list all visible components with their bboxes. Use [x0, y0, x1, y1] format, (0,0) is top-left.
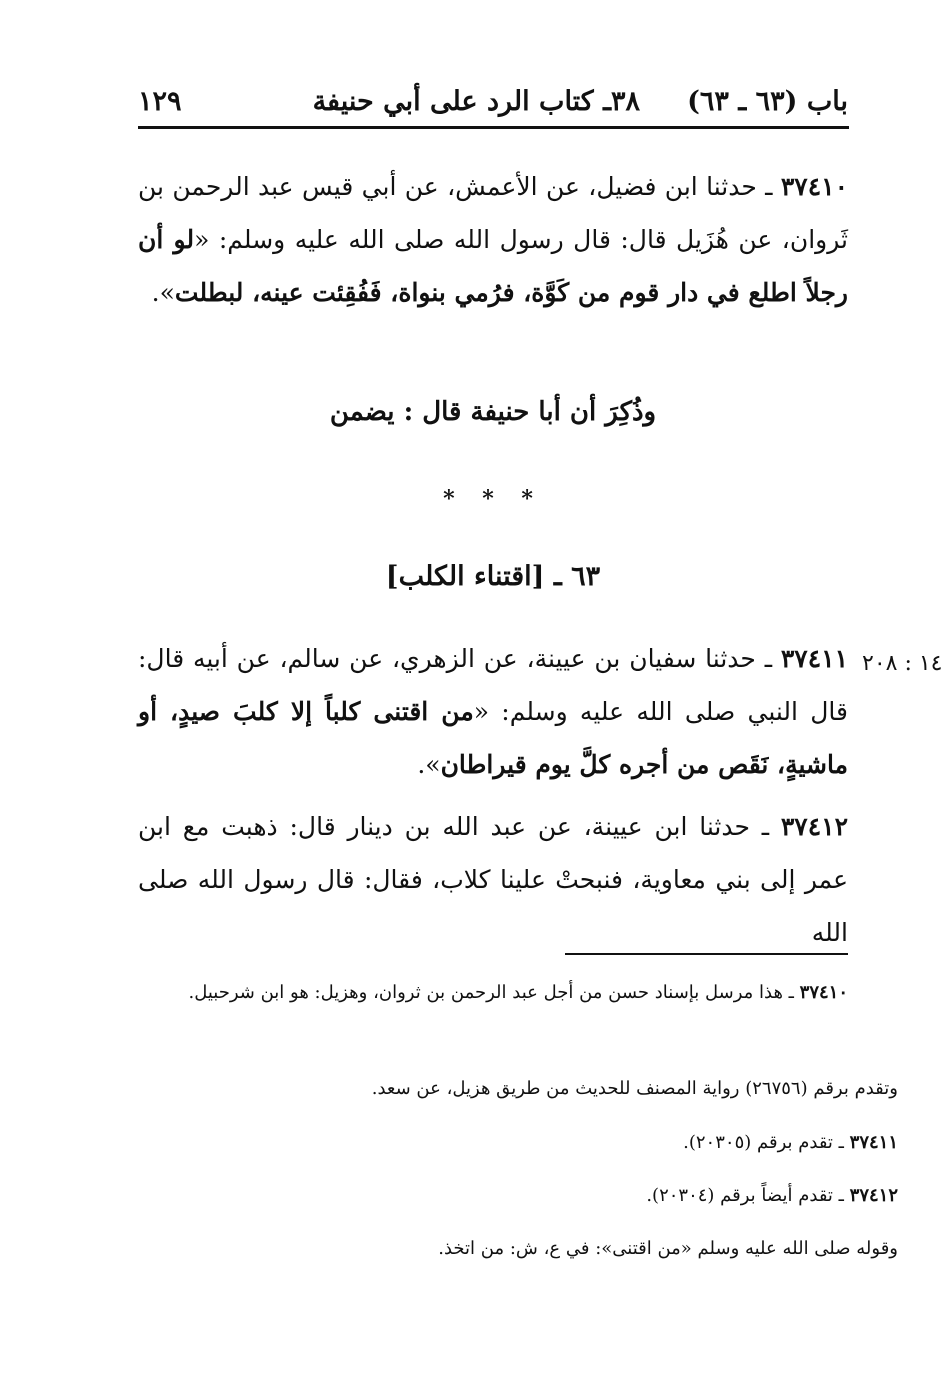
footnote-37411	[683, 1120, 898, 1166]
margin-reference: ١٤ : ٢٠٨	[862, 651, 943, 676]
footnote-text: ـ هذا مرسل بإسناد حسن من أجل عبد الرحمن بن ثروان، وهزيل: هو ابن شرحبيل.	[188, 982, 800, 1003]
hadith-37410	[138, 160, 848, 319]
footnote-variant-reading: وقوله صلى الله عليه وسلم «من اقتنى»: في ع، ش: من اتخذ.	[438, 1238, 898, 1259]
running-header	[138, 86, 848, 126]
hadith-text: ـ حدثنا ابن فضيل، عن الأعمش، عن أبي قيس عبد الرحمن بن ثَروان، عن هُزَيل قال: قال رسول الله صلى الله عليه وسلم: «	[138, 172, 848, 254]
hadith-text: ـ حدثنا سفيان بن عيينة، عن الزهري، عن سالم، عن أبيه قال: قال النبي صلى الله عليه وسلم: «	[138, 644, 848, 726]
hadith-37411	[138, 632, 848, 791]
footnote-37410	[138, 970, 848, 1016]
hadith-number: ٣٧٤١٠	[780, 172, 848, 201]
footnote-cross-reference: وتقدم برقم (٢٦٧٥٦) رواية المصنف للحديث من طريق هزيل، عن سعد.	[371, 1078, 898, 1099]
chapter-heading: ٦٣ ـ [اقتناء الكلب]	[385, 561, 601, 592]
footnote-number: ٣٧٤١٢	[849, 1185, 898, 1206]
hadith-quote-end: ».	[151, 278, 175, 307]
hadith-text: ـ حدثنا ابن عيينة، عن عبد الله بن دينار قال: ذهبت مع ابن عمر إلى بني معاوية، فنبحتْ علينا كلاب، فقال: قال رسول الله صلى الله	[138, 812, 848, 947]
footnote-37412	[646, 1173, 898, 1219]
hadith-quote: لو أن رجلاً اطلع في دار قوم من كَوَّة، فرُمي بنواة، فَفُقِئت عينه، لبطلت	[138, 225, 848, 307]
footnote-text: ـ تقدم برقم (٢٠٣٠٥).	[683, 1132, 850, 1153]
footnote-number: ٣٧٤١٠	[799, 982, 848, 1003]
hadith-number: ٣٧٤١٢	[780, 812, 848, 841]
header-chapter: باب (٦٣ ـ ٦٣)	[687, 86, 848, 117]
hadith-quote-end: ».	[417, 750, 441, 779]
section-separator: * * *	[443, 486, 543, 512]
page-number: ١٢٩	[138, 86, 182, 117]
footnote-rule	[565, 953, 848, 955]
hadith-quote: من اقتنى كلباً إلا كلبَ صيدٍ، أو ماشيةٍ، نَقَص من أجره كلَّ يوم قيراطان	[138, 697, 848, 779]
hadith-number: ٣٧٤١١	[780, 644, 848, 673]
hadith-37412	[138, 800, 848, 959]
header-rule	[138, 126, 849, 129]
abu-hanifa-statement: وذُكِرَ أن أبا حنيفة قال : يضمن	[329, 397, 657, 427]
footnote-text: ـ تقدم أيضاً برقم (٢٠٣٠٤).	[646, 1185, 850, 1206]
header-book-title: ٣٨ـ كتاب الرد على أبي حنيفة	[312, 86, 640, 117]
footnote-number: ٣٧٤١١	[849, 1132, 898, 1153]
